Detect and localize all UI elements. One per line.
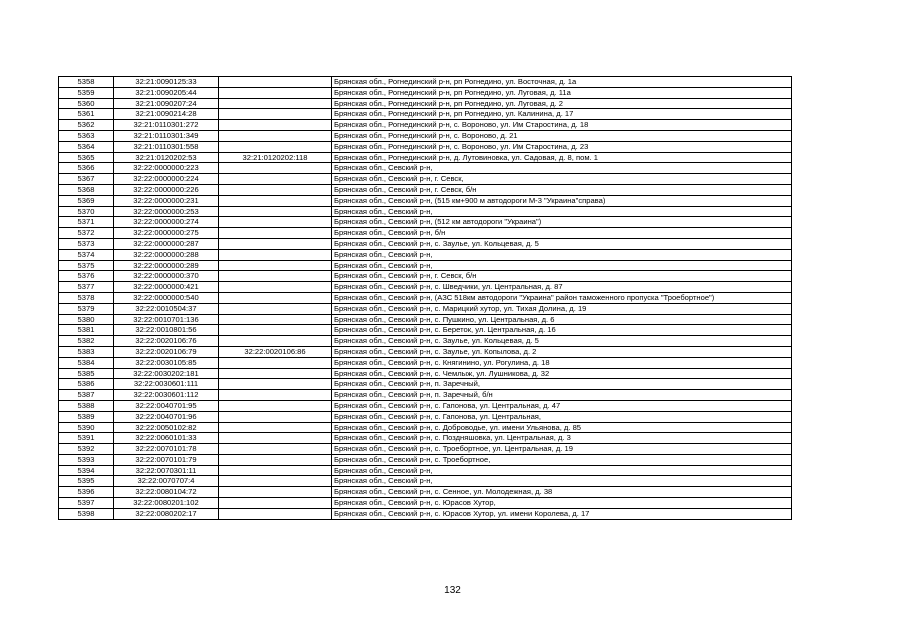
previous-number-cell <box>219 249 332 260</box>
table-row <box>59 130 792 141</box>
row-number-cell: 5395 <box>59 476 114 487</box>
row-number-cell: 5365 <box>59 152 114 163</box>
address-cell: Брянская обл., Севский р-н, <box>332 465 792 476</box>
previous-number-cell <box>219 282 332 293</box>
table-row <box>59 174 792 185</box>
table-row <box>59 379 792 390</box>
cadastral-number-cell: 32:22:0070707:4 <box>114 476 219 487</box>
address-cell: Брянская обл., Севский р-н, с. Княгинино, ул. Рогулина, д. 18 <box>332 357 792 368</box>
row-number-cell: 5391 <box>59 433 114 444</box>
address-cell: Брянская обл., Севский р-н, <box>332 476 792 487</box>
cadastral-number-cell: 32:22:0000000:275 <box>114 228 219 239</box>
table-row <box>59 98 792 109</box>
cadastral-number-cell: 32:22:0000000:223 <box>114 163 219 174</box>
previous-number-cell <box>219 314 332 325</box>
previous-number-cell <box>219 217 332 228</box>
row-number-cell: 5362 <box>59 120 114 131</box>
table-row <box>59 152 792 163</box>
previous-number-cell <box>219 336 332 347</box>
cadastral-number-cell: 32:22:0030601:112 <box>114 390 219 401</box>
previous-number-cell <box>219 465 332 476</box>
address-cell: Брянская обл., Севский р-н, с. Пушкино, ул. Центральная, д. 6 <box>332 314 792 325</box>
address-cell: Брянская обл., Севский р-н, с. Заулье, ул. Кольцевая, д. 5 <box>332 336 792 347</box>
cadastral-number-cell: 32:22:0000000:287 <box>114 238 219 249</box>
row-number-cell: 5392 <box>59 444 114 455</box>
cadastral-number-cell: 32:21:0110301:349 <box>114 130 219 141</box>
previous-number-cell <box>219 476 332 487</box>
address-cell: Брянская обл., Севский р-н, с. Троебортное, ул. Центральная, д. 19 <box>332 444 792 455</box>
address-cell: Брянская обл., Севский р-н, б/н <box>332 228 792 239</box>
cadastral-number-cell: 32:22:0010701:136 <box>114 314 219 325</box>
cadastral-number-cell: 32:22:0000000:226 <box>114 184 219 195</box>
address-cell: Брянская обл., Севский р-н, (515 км+900 м автодороги М-3 "Украина"справа) <box>332 195 792 206</box>
row-number-cell: 5370 <box>59 206 114 217</box>
cadastral-number-cell: 32:22:0040701:95 <box>114 400 219 411</box>
address-cell: Брянская обл., Севский р-н, с. Гапонова, ул. Центральная, <box>332 411 792 422</box>
address-cell: Брянская обл., Рогнединский р-н, д. Лутовиновка, ул. Садовая, д. 8, пом. 1 <box>332 152 792 163</box>
cadastral-number-cell: 32:21:0090125:33 <box>114 77 219 88</box>
cadastral-number-cell: 32:22:0000000:289 <box>114 260 219 271</box>
previous-number-cell <box>219 454 332 465</box>
table-row <box>59 487 792 498</box>
table-row <box>59 120 792 131</box>
previous-number-cell <box>219 120 332 131</box>
row-number-cell: 5359 <box>59 87 114 98</box>
address-cell: Брянская обл., Севский р-н, <box>332 260 792 271</box>
previous-number-cell <box>219 174 332 185</box>
row-number-cell: 5373 <box>59 238 114 249</box>
previous-number-cell <box>219 508 332 519</box>
address-cell: Брянская обл., Севский р-н, с. Заулье, ул. Кольцевая, д. 5 <box>332 238 792 249</box>
row-number-cell: 5377 <box>59 282 114 293</box>
cadastral-number-cell: 32:22:0010801:56 <box>114 325 219 336</box>
row-number-cell: 5394 <box>59 465 114 476</box>
table-row <box>59 238 792 249</box>
table-row <box>59 77 792 88</box>
table-row <box>59 195 792 206</box>
cadastral-number-cell: 32:22:0030105:85 <box>114 357 219 368</box>
table-row <box>59 249 792 260</box>
address-cell: Брянская обл., Севский р-н, с. Юрасов Хутор, ул. имени Королева, д. 17 <box>332 508 792 519</box>
row-number-cell: 5363 <box>59 130 114 141</box>
table-row <box>59 357 792 368</box>
property-table <box>58 76 792 520</box>
table-row <box>59 400 792 411</box>
row-number-cell: 5397 <box>59 498 114 509</box>
previous-number-cell <box>219 303 332 314</box>
cadastral-number-cell: 32:22:0060101:33 <box>114 433 219 444</box>
table-row <box>59 87 792 98</box>
cadastral-number-cell: 32:22:0010504:37 <box>114 303 219 314</box>
address-cell: Брянская обл., Севский р-н, с. Доброводье, ул. имени Ульянова, д. 85 <box>332 422 792 433</box>
address-cell: Брянская обл., Севский р-н, (512 км автодороги "Украина") <box>332 217 792 228</box>
table-row <box>59 476 792 487</box>
cadastral-number-cell: 32:22:0050102:82 <box>114 422 219 433</box>
address-cell: Брянская обл., Севский р-н, <box>332 163 792 174</box>
table-row <box>59 368 792 379</box>
cadastral-number-cell: 32:22:0020106:79 <box>114 346 219 357</box>
row-number-cell: 5366 <box>59 163 114 174</box>
row-number-cell: 5388 <box>59 400 114 411</box>
address-cell: Брянская обл., Севский р-н, с. Сенное, ул. Молодежная, д. 38 <box>332 487 792 498</box>
row-number-cell: 5364 <box>59 141 114 152</box>
previous-number-cell <box>219 184 332 195</box>
previous-number-cell <box>219 98 332 109</box>
cadastral-number-cell: 32:22:0070301:11 <box>114 465 219 476</box>
row-number-cell: 5374 <box>59 249 114 260</box>
cadastral-number-cell: 32:22:0080104:72 <box>114 487 219 498</box>
previous-number-cell <box>219 325 332 336</box>
previous-number-cell <box>219 400 332 411</box>
row-number-cell: 5381 <box>59 325 114 336</box>
table-row <box>59 411 792 422</box>
previous-number-cell <box>219 390 332 401</box>
table-row <box>59 109 792 120</box>
cadastral-number-cell: 32:21:0110301:558 <box>114 141 219 152</box>
row-number-cell: 5383 <box>59 346 114 357</box>
table-row <box>59 465 792 476</box>
table-row <box>59 444 792 455</box>
table-body <box>59 77 792 520</box>
previous-number-cell: 32:22:0020106:86 <box>219 346 332 357</box>
cadastral-number-cell: 32:22:0030202:181 <box>114 368 219 379</box>
table-row <box>59 422 792 433</box>
row-number-cell: 5396 <box>59 487 114 498</box>
previous-number-cell: 32:21:0120202:118 <box>219 152 332 163</box>
previous-number-cell <box>219 163 332 174</box>
row-number-cell: 5386 <box>59 379 114 390</box>
previous-number-cell <box>219 130 332 141</box>
address-cell: Брянская обл., Севский р-н, с. Береток, ул. Центральная, д. 16 <box>332 325 792 336</box>
row-number-cell: 5393 <box>59 454 114 465</box>
cadastral-number-cell: 32:21:0090205:44 <box>114 87 219 98</box>
address-cell: Брянская обл., Рогнединский р-н, рп Рогнедино, ул. Луговая, д. 2 <box>332 98 792 109</box>
previous-number-cell <box>219 77 332 88</box>
row-number-cell: 5367 <box>59 174 114 185</box>
address-cell: Брянская обл., Рогнединский р-н, рп Рогнедино, ул. Восточная, д. 1а <box>332 77 792 88</box>
table-row <box>59 271 792 282</box>
row-number-cell: 5379 <box>59 303 114 314</box>
address-cell: Брянская обл., Севский р-н, с. Заулье, ул. Копылова, д. 2 <box>332 346 792 357</box>
previous-number-cell <box>219 141 332 152</box>
row-number-cell: 5389 <box>59 411 114 422</box>
previous-number-cell <box>219 206 332 217</box>
table-row <box>59 260 792 271</box>
table-row <box>59 163 792 174</box>
previous-number-cell <box>219 379 332 390</box>
address-cell: Брянская обл., Севский р-н, (АЗС 518км автодороги "Украина" район таможенного пропуска "Троебортное") <box>332 292 792 303</box>
row-number-cell: 5358 <box>59 77 114 88</box>
row-number-cell: 5387 <box>59 390 114 401</box>
previous-number-cell <box>219 238 332 249</box>
row-number-cell: 5380 <box>59 314 114 325</box>
table-row <box>59 454 792 465</box>
previous-number-cell <box>219 422 332 433</box>
address-cell: Брянская обл., Севский р-н, <box>332 249 792 260</box>
cadastral-number-cell: 32:22:0000000:253 <box>114 206 219 217</box>
cadastral-number-cell: 32:21:0110301:272 <box>114 120 219 131</box>
row-number-cell: 5398 <box>59 508 114 519</box>
row-number-cell: 5371 <box>59 217 114 228</box>
previous-number-cell <box>219 368 332 379</box>
cadastral-number-cell: 32:22:0080202:17 <box>114 508 219 519</box>
address-cell: Брянская обл., Севский р-н, <box>332 206 792 217</box>
row-number-cell: 5372 <box>59 228 114 239</box>
table-row <box>59 217 792 228</box>
address-cell: Брянская обл., Рогнединский р-н, рп Рогнедино, ул. Калинина, д. 17 <box>332 109 792 120</box>
address-cell: Брянская обл., Севский р-н, с. Поздняшовка, ул. Центральная, д. 3 <box>332 433 792 444</box>
previous-number-cell <box>219 109 332 120</box>
address-cell: Брянская обл., Севский р-н, п. Заречный, б/н <box>332 390 792 401</box>
cadastral-number-cell: 32:22:0040701:96 <box>114 411 219 422</box>
previous-number-cell <box>219 271 332 282</box>
table-row <box>59 282 792 293</box>
cadastral-number-cell: 32:22:0070101:78 <box>114 444 219 455</box>
cadastral-number-cell: 32:22:0000000:224 <box>114 174 219 185</box>
previous-number-cell <box>219 433 332 444</box>
cadastral-number-cell: 32:22:0000000:231 <box>114 195 219 206</box>
row-number-cell: 5382 <box>59 336 114 347</box>
address-cell: Брянская обл., Севский р-н, с. Марицкий хутор, ул. Тихая Долина, д. 19 <box>332 303 792 314</box>
cadastral-number-cell: 32:22:0080201:102 <box>114 498 219 509</box>
previous-number-cell <box>219 195 332 206</box>
previous-number-cell <box>219 260 332 271</box>
cadastral-number-cell: 32:22:0000000:421 <box>114 282 219 293</box>
row-number-cell: 5368 <box>59 184 114 195</box>
table-row <box>59 141 792 152</box>
address-cell: Брянская обл., Рогнединский р-н, с. Вороново, д. 21 <box>332 130 792 141</box>
table-row <box>59 336 792 347</box>
address-cell: Брянская обл., Севский р-н, с. Юрасов Хутор, <box>332 498 792 509</box>
address-cell: Брянская обл., Севский р-н, с. Шведчики, ул. Центральная, д. 87 <box>332 282 792 293</box>
table-row <box>59 390 792 401</box>
address-cell: Брянская обл., Севский р-н, п. Заречный, <box>332 379 792 390</box>
cadastral-number-cell: 32:22:0000000:288 <box>114 249 219 260</box>
table-row <box>59 292 792 303</box>
table-row <box>59 303 792 314</box>
previous-number-cell <box>219 292 332 303</box>
address-cell: Брянская обл., Севский р-н, г. Севск, б/н <box>332 184 792 195</box>
cadastral-number-cell: 32:22:0030601:111 <box>114 379 219 390</box>
cadastral-number-cell: 32:22:0070101:79 <box>114 454 219 465</box>
previous-number-cell <box>219 498 332 509</box>
row-number-cell: 5375 <box>59 260 114 271</box>
cadastral-number-cell: 32:22:0000000:540 <box>114 292 219 303</box>
address-cell: Брянская обл., Рогнединский р-н, с. Вороново, ул. Им Старостина, д. 18 <box>332 120 792 131</box>
previous-number-cell <box>219 487 332 498</box>
row-number-cell: 5385 <box>59 368 114 379</box>
table-row <box>59 346 792 357</box>
previous-number-cell <box>219 411 332 422</box>
table-row <box>59 498 792 509</box>
cadastral-number-cell: 32:21:0090207:24 <box>114 98 219 109</box>
table-row <box>59 184 792 195</box>
previous-number-cell <box>219 357 332 368</box>
row-number-cell: 5361 <box>59 109 114 120</box>
table-row <box>59 508 792 519</box>
address-cell: Брянская обл., Севский р-н, г. Севск, б/н <box>332 271 792 282</box>
address-cell: Брянская обл., Севский р-н, с. Гапонова, ул. Центральная, д. 47 <box>332 400 792 411</box>
row-number-cell: 5376 <box>59 271 114 282</box>
page-number: 132 <box>444 585 461 596</box>
row-number-cell: 5369 <box>59 195 114 206</box>
row-number-cell: 5390 <box>59 422 114 433</box>
row-number-cell: 5384 <box>59 357 114 368</box>
address-cell: Брянская обл., Севский р-н, с. Чемлыж, ул. Лушникова, д. 32 <box>332 368 792 379</box>
cadastral-number-cell: 32:22:0000000:274 <box>114 217 219 228</box>
cadastral-number-cell: 32:21:0090214:28 <box>114 109 219 120</box>
cadastral-number-cell: 32:22:0020106:76 <box>114 336 219 347</box>
cadastral-number-cell: 32:22:0000000:370 <box>114 271 219 282</box>
table-row <box>59 206 792 217</box>
address-cell: Брянская обл., Севский р-н, с. Троебортное, <box>332 454 792 465</box>
cadastral-number-cell: 32:21:0120202:53 <box>114 152 219 163</box>
row-number-cell: 5360 <box>59 98 114 109</box>
table-row <box>59 228 792 239</box>
address-cell: Брянская обл., Рогнединский р-н, рп Рогнедино, ул. Луговая, д. 11а <box>332 87 792 98</box>
address-cell: Брянская обл., Рогнединский р-н, с. Вороново, ул. Им Старостина, д. 23 <box>332 141 792 152</box>
address-cell: Брянская обл., Севский р-н, г. Севск, <box>332 174 792 185</box>
table-row <box>59 433 792 444</box>
row-number-cell: 5378 <box>59 292 114 303</box>
table-row <box>59 314 792 325</box>
table-row <box>59 325 792 336</box>
previous-number-cell <box>219 444 332 455</box>
previous-number-cell <box>219 228 332 239</box>
previous-number-cell <box>219 87 332 98</box>
